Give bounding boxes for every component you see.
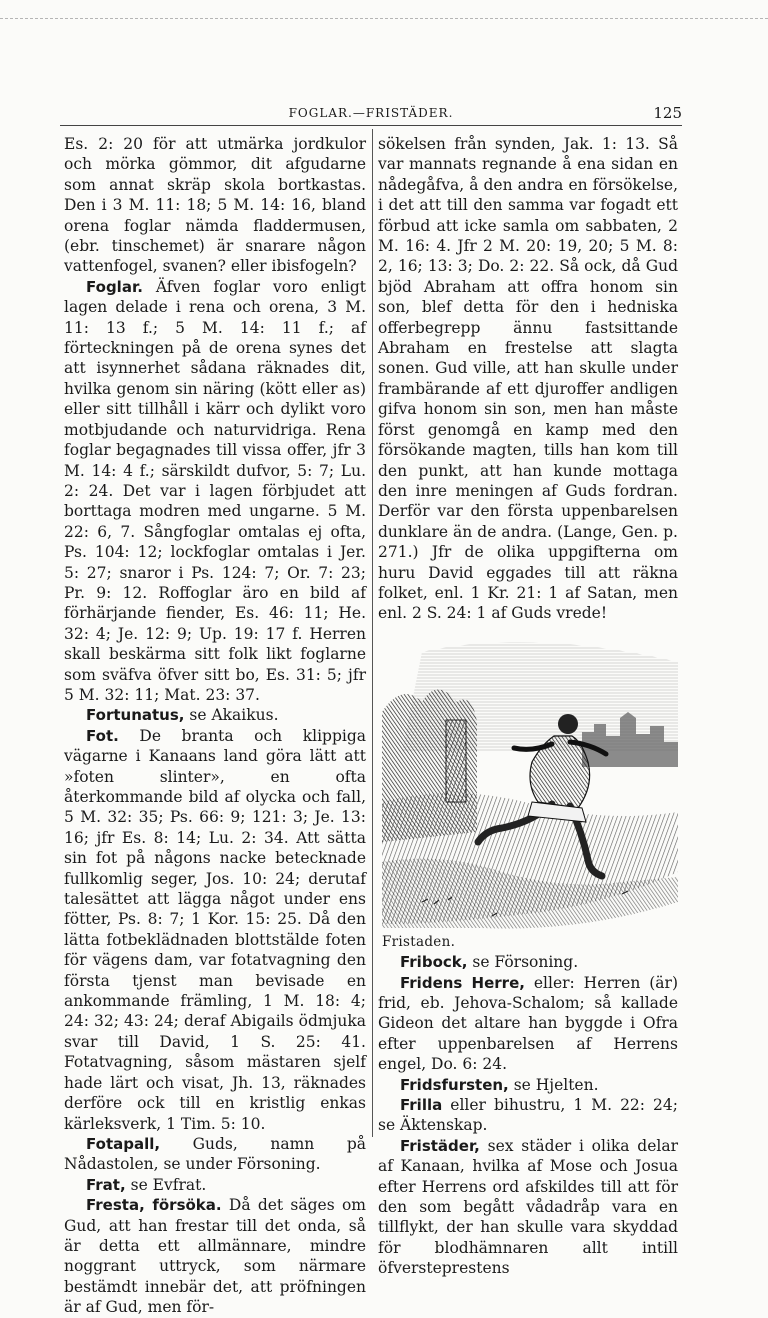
entry-fot <box>64 726 366 1134</box>
header-rule <box>60 125 682 126</box>
entry-text: eller: Herren (är) frid, eb. Jehova-Schalom; så kallade Gideon det altare han byggde i Ofra efter uppenbarelsen af Herrens engel, Do. 6: 24. <box>378 973 678 1074</box>
fleeing-man-engraving <box>382 632 678 932</box>
headword: Fribock, <box>400 953 468 972</box>
entry-text: se Evfrat. <box>130 1175 207 1194</box>
headword: Frat, <box>86 1175 126 1194</box>
entry-foglar <box>64 277 366 706</box>
right-column <box>378 134 678 1279</box>
entry-text: Då det säges om Gud, att han frestar till det onda, så är detta ett allmännare, mindre noggrant uttryck, som närmare bestämdt innebär det, att pröfningen är af Gud, men för- <box>64 1196 366 1317</box>
headword: Fridsfursten, <box>400 1075 509 1094</box>
entry-text: Äfven foglar voro enligt lagen delade i rena och orena, 3 M. 11: 13 f.; 5 M. 14: 11 f.; af förteckningen på de orena synes det att isynnerhet sådana räknades dit, hvilka genom sin näring (kött eller as) eller sitt tillhåll i kärr och dylikt voro motbjudande och naturvidriga. Rena foglar begagnades till vissa offer, jfr 3 M. 14: 4 f.; särskildt dufvor, 5: 7; Lu. 2: 24. Det var i lagen förbjudet att borttaga modren med ungarne. 5 M. 22: 6, 7. Sångfoglar omtalas ej ofta, Ps. 104: 12; lockfoglar omtalas i Jer. 5: 27; snaror i Ps. 124: 7; Or. 7: 23; Pr. 9: 12. Roffoglar äro en bild af förhärjande fiender, Es. 46: 11; He. 32: 4; Je. 12: 9; Up. 19: 17 f. Herren skall beskärma sitt folk likt foglarne som sväfva öfver sitt bo, Es. 31: 5; jfr 5 M. 32: 11; Mat. 23: 37. <box>64 277 366 704</box>
entry-text: se Akaikus. <box>189 706 279 725</box>
entry-fridsfursten <box>378 1075 678 1095</box>
headword: Frilla <box>400 1096 443 1114</box>
entry-fridens-herre <box>378 973 678 1075</box>
headword: Fridens Herre, <box>400 973 525 992</box>
headword: Fristäder, <box>400 1136 480 1155</box>
entry-text: se Försoning. <box>472 953 579 972</box>
continued-paragraph: sökelsen från synden, Jak. 1: 13. Så var mannats regnande å ena sidan en nådegåfva, å den andra en försökelse, i det att till den samma var fogadt ett förbud att icke samla om sabbaten, 2 M. 16: 4. Jfr 2 M. 20: 19, 20; 5 M. 8: 2, 16; 13: 3; Do. 2: 22. Så ock, då Gud bjöd Abraham att offra honom sin son, blef detta för den i hedniska offerbegrepp ännu fastsittande Abraham en frestelse att slagta sonen. Gud ville, att han skulle under frambärande af ett djuroffer andligen gifva honom sin son, men han måste först genomgå en kamp med den försökande magten, tills han kom till den punkt, att han kunde mottaga den inre meningen af Guds fordran. Derför var den första uppenbarelsen dunklare än de andra. (Lange, Gen. p. 271.) Jfr de olika uppgifterna om huru David eggades till att räkna folket, enl. 1 Kr. 21: 1 af Satan, men enl. 2 S. 24: 1 af Guds vrede! <box>378 135 678 623</box>
entry-fotapall <box>64 1134 366 1175</box>
continued-paragraph: Es. 2: 20 för att utmärka jordkulor och mörka gömmor, dit afgudarne som annat skräp skola bortkastas. Den i 3 M. 11: 18; 5 M. 14: 16, bland orena foglar nämda fladdermusen, (ebr. tinschemet) är snarare någon vattenfogel, svanen? eller ibisfogeln? <box>64 135 366 276</box>
entry-fresta <box>64 1195 366 1317</box>
entry-frat <box>64 1175 366 1195</box>
entry-text: De branta och klippiga vägarne i Kanaans land göra lätt att »foten slinter», en ofta återkommande bild af olycka och fall, 5 M. 32: 35; Ps. 66: 9; 121: 3; Je. 13: 16; jfr Es. 8: 14; Lu. 2: 34. Att sätta sin fot på någons nacke betecknade fullkomlig seger, Jos. 10: 24; derutaf talesättet att lägga något under ens fötter, Ps. 8: 7; 1 Kor. 15: 25. Då den lätta fotbeklädnaden blottstälde foten för vägens dam, var fotatvagning den första tjenst man bevisade en ankommande främling, 1 M. 18: 4; 24: 32; 43: 24; deraf Abigails ödmjuka svar till David, 1 S. 25: 41. Fotatvagning, såsom mästaren sjelf hade lärt och visat, Jh. 13, räknades derföre ock till en kristlig enkas kärleksverk, 1 Tim. 5: 10. <box>64 726 366 1133</box>
figure-caption: Fristaden. <box>382 933 456 950</box>
top-dashed-rule <box>0 18 768 19</box>
entry-text: eller bihustru, 1 M. 22: 24; se Äktenskap. <box>378 1096 678 1135</box>
entry-fribock <box>378 952 678 972</box>
headword: Fotapall, <box>86 1134 161 1153</box>
column-divider <box>372 129 373 1137</box>
headword: Fortunatus, <box>86 706 185 725</box>
page-number: 125 <box>653 104 682 122</box>
engraving-figure <box>382 632 678 952</box>
entry-fristader <box>378 1136 678 1279</box>
entry-text: se Hjelten. <box>513 1075 599 1094</box>
entry-fortunatus <box>64 705 366 725</box>
running-title: FOGLAR.—FRISTÄDER. <box>288 106 454 120</box>
running-header <box>60 106 682 124</box>
left-column <box>64 134 366 1318</box>
entry-text: sex städer i olika delar af Kanaan, hvilka af Mose och Josua efter Herrens ord afskildes till att för den som begått vådadråp vara en tillflykt, der han skulle vara skyddad för blodhämnaren allt intill öfversteprestens <box>378 1136 678 1278</box>
entry-text: Guds, namn på Nådastolen, se under Försoning. <box>64 1134 366 1174</box>
headword: Foglar. <box>86 277 143 296</box>
headword: Fresta, försöka. <box>86 1196 222 1215</box>
entry-frilla <box>378 1095 678 1136</box>
headword: Fot. <box>86 726 119 745</box>
